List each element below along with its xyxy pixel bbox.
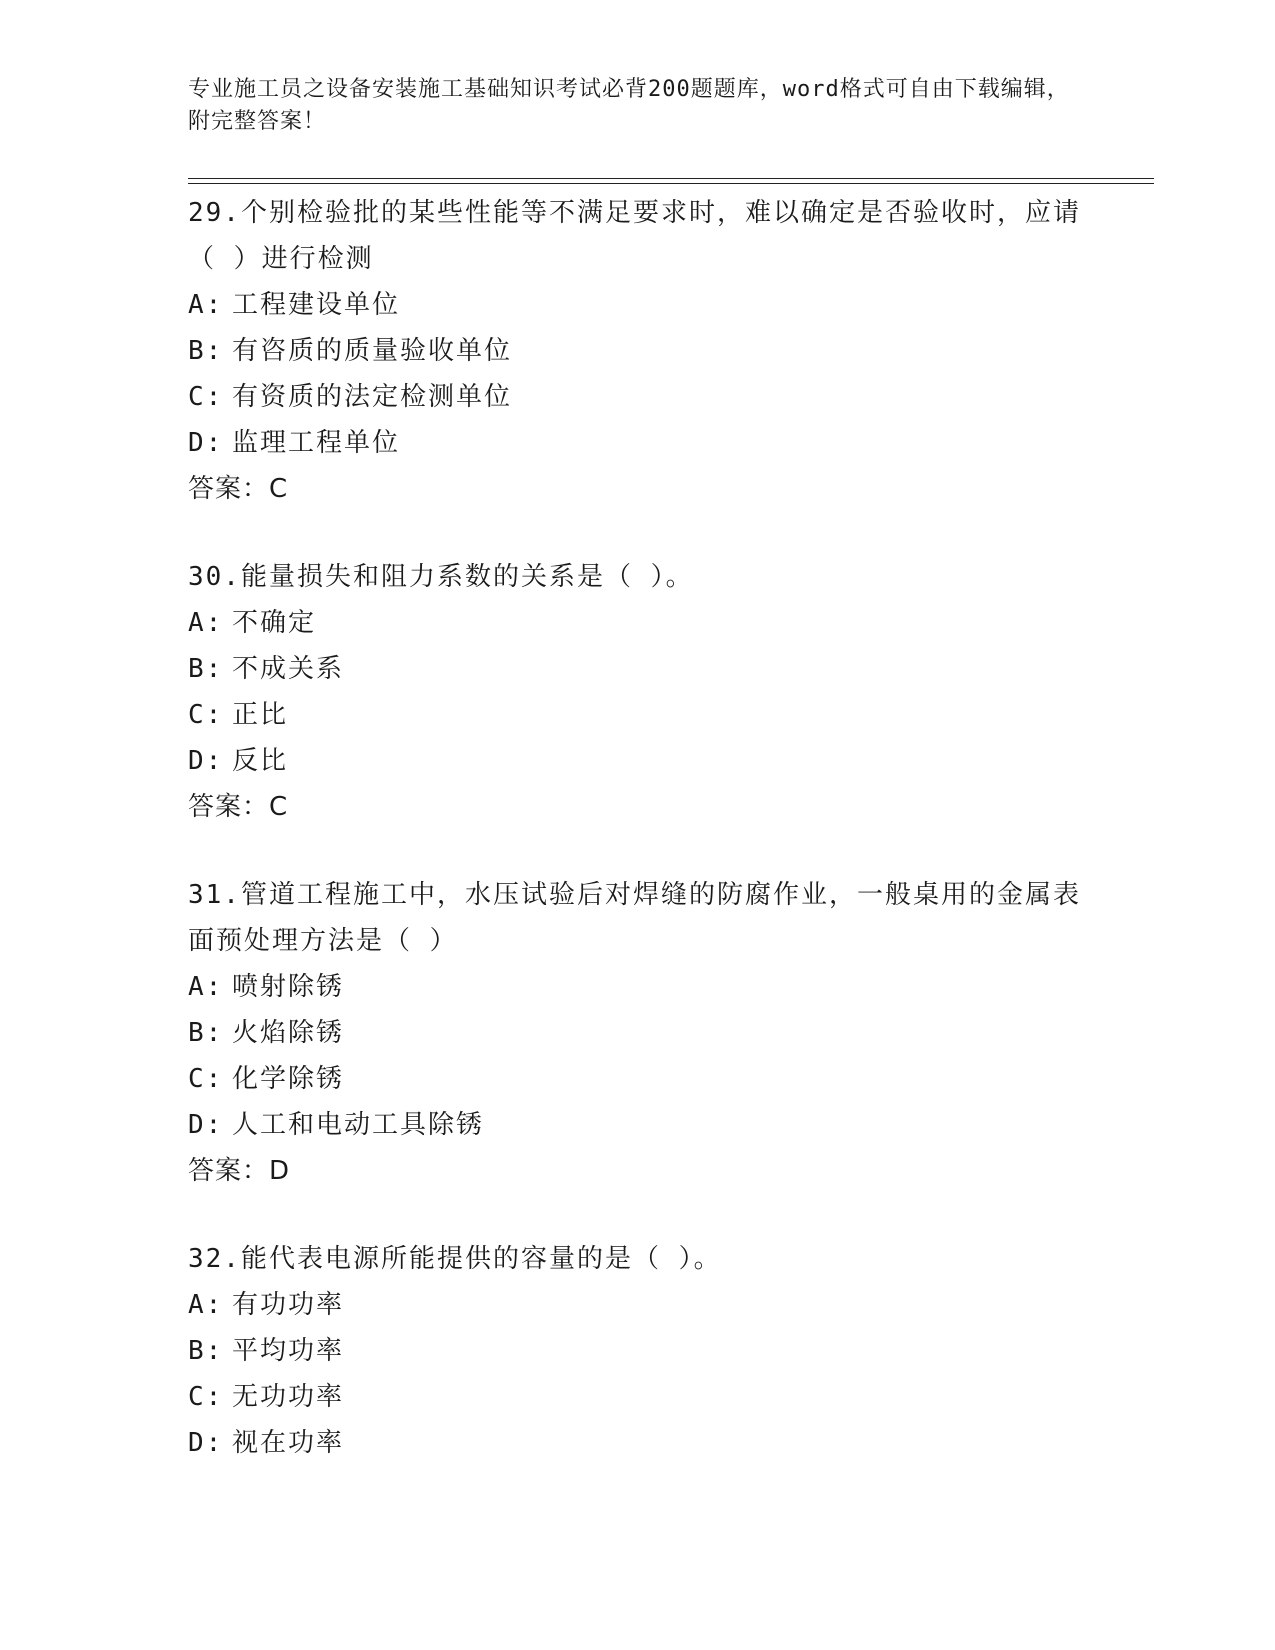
option-d xyxy=(188,1420,1088,1466)
option-letter: D: xyxy=(188,1428,224,1458)
option-letter: B: xyxy=(188,1336,224,1366)
answer-line xyxy=(188,466,1088,512)
question-stem: 29.个别检验批的某些性能等不满足要求时，难以确定是否验收时，应请（ ）进行检测 xyxy=(188,198,1081,274)
question-30 xyxy=(188,554,1088,830)
option-b xyxy=(188,646,1088,692)
option-text: 不成关系 xyxy=(232,654,345,684)
answer-value: C xyxy=(269,474,289,504)
answer-value: D xyxy=(269,1156,291,1186)
option-text: 火焰除锈 xyxy=(232,1018,345,1048)
option-a xyxy=(188,1282,1088,1328)
option-letter: D: xyxy=(188,1110,224,1140)
option-text: 视在功率 xyxy=(232,1428,345,1458)
header-divider-top xyxy=(188,178,1154,179)
option-letter: A: xyxy=(188,290,224,320)
option-d xyxy=(188,420,1088,466)
answer-label: 答案： xyxy=(188,792,270,822)
answer-line xyxy=(188,784,1088,830)
option-text: 平均功率 xyxy=(232,1336,345,1366)
option-letter: A: xyxy=(188,608,224,638)
header-divider-bottom xyxy=(188,183,1154,184)
answer-label: 答案： xyxy=(188,1156,270,1186)
option-letter: C: xyxy=(188,382,224,412)
option-letter: D: xyxy=(188,428,224,458)
question-stem: 31.管道工程施工中，水压试验后对焊缝的防腐作业，一般桌用的金属表面预处理方法是（ ） xyxy=(188,880,1081,956)
option-text: 反比 xyxy=(232,746,289,776)
option-d xyxy=(188,1102,1088,1148)
answer-label: 答案： xyxy=(188,474,270,504)
option-text: 正比 xyxy=(232,700,289,730)
option-text: 人工和电动工具除锈 xyxy=(232,1110,485,1140)
question-list xyxy=(188,190,1088,1508)
option-letter: D: xyxy=(188,746,224,776)
option-letter: A: xyxy=(188,1290,224,1320)
option-letter: A: xyxy=(188,972,224,1002)
answer-value: C xyxy=(269,792,289,822)
question-32 xyxy=(188,1236,1088,1466)
option-text: 有功功率 xyxy=(232,1290,345,1320)
option-letter: B: xyxy=(188,1018,224,1048)
option-letter: B: xyxy=(188,654,224,684)
option-a xyxy=(188,600,1088,646)
document-header: 专业施工员之设备安装施工基础知识考试必背200题题库，word格式可自由下载编辑，附完整答案！ xyxy=(188,77,1070,134)
answer-line xyxy=(188,1148,1088,1194)
option-c xyxy=(188,1056,1088,1102)
option-c xyxy=(188,692,1088,738)
option-letter: B: xyxy=(188,336,224,366)
option-text: 工程建设单位 xyxy=(232,290,401,320)
option-c xyxy=(188,1374,1088,1420)
option-b xyxy=(188,328,1088,374)
question-31 xyxy=(188,872,1088,1194)
question-29 xyxy=(188,190,1088,512)
option-letter: C: xyxy=(188,1382,224,1412)
option-text: 无功功率 xyxy=(232,1382,345,1412)
option-d xyxy=(188,738,1088,784)
question-stem: 32.能代表电源所能提供的容量的是（ ）。 xyxy=(188,1244,722,1274)
option-text: 不确定 xyxy=(232,608,317,638)
option-text: 监理工程单位 xyxy=(232,428,401,458)
option-b xyxy=(188,1010,1088,1056)
option-text: 化学除锈 xyxy=(232,1064,345,1094)
option-text: 有咨质的质量验收单位 xyxy=(232,336,513,366)
option-a xyxy=(188,964,1088,1010)
option-c xyxy=(188,374,1088,420)
question-stem: 30.能量损失和阻力系数的关系是（ ）。 xyxy=(188,562,694,592)
option-text: 有资质的法定检测单位 xyxy=(232,382,513,412)
option-b xyxy=(188,1328,1088,1374)
option-letter: C: xyxy=(188,1064,224,1094)
option-letter: C: xyxy=(188,700,224,730)
option-text: 喷射除锈 xyxy=(232,972,345,1002)
option-a xyxy=(188,282,1088,328)
